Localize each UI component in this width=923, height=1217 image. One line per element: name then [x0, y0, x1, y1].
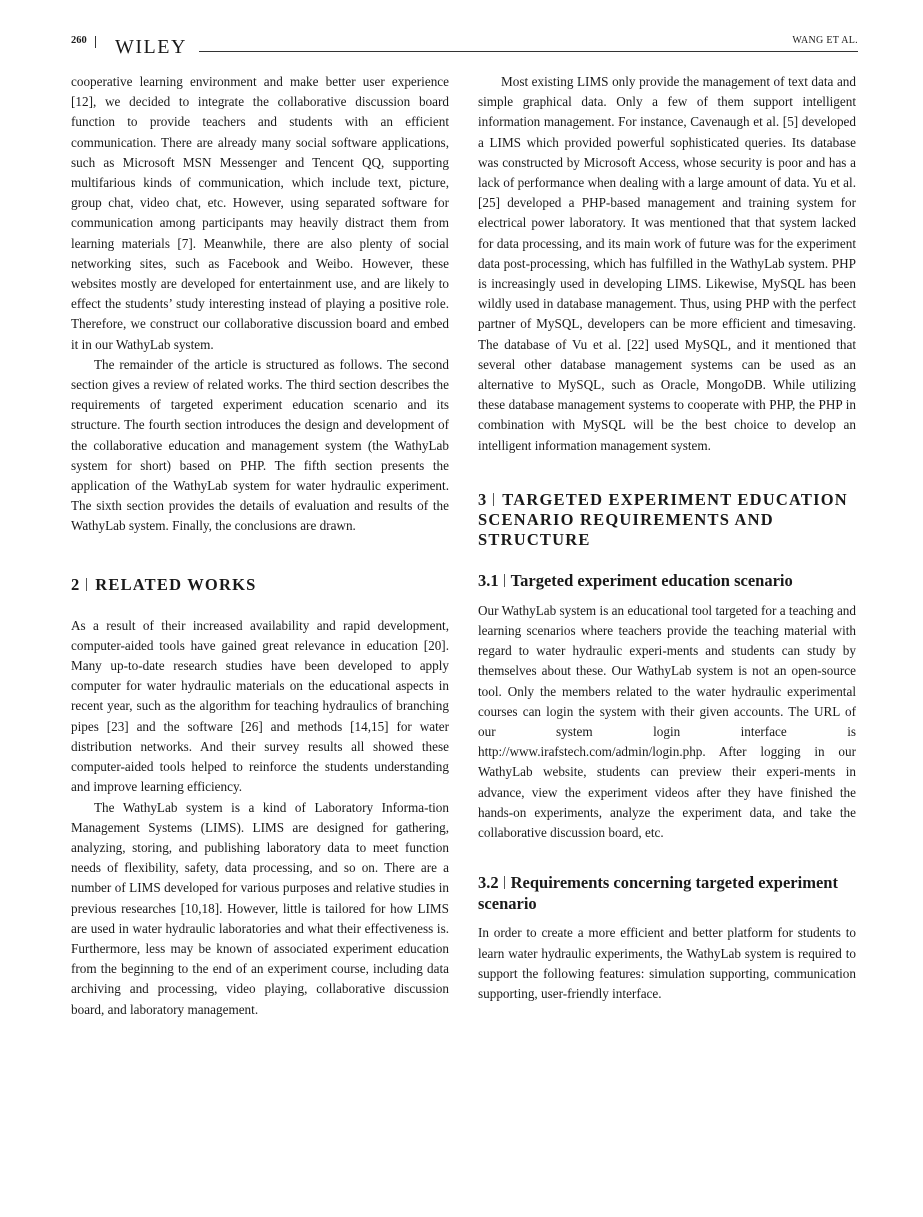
section-3-number: 3 [478, 489, 487, 509]
header-separator [95, 36, 96, 48]
section-2-heading [71, 575, 449, 595]
right-column [478, 72, 856, 1004]
heading-separator [86, 578, 87, 591]
running-head-authors: WANG ET AL. [792, 35, 858, 46]
publisher-logo: WILEY [115, 36, 187, 58]
page-header [71, 30, 858, 56]
section-3-2-number: 3.2 [478, 873, 499, 893]
paragraph-lims: Most existing LIMS only provide the management of text data and simple graphical data. Only a few of them support intelligent information management. For instance, Cavenaugh et al. [5] developed a LIMS which provided powerful sophisticated queries. Its database was constructed by Microsoft Access, whose security is poor and has a lack of performance when dealing with a large amount of data. Yu et al. [25] developed a PHP-based management and training system for electrical power laboratory. It was mentioned that that system lacked for data processing, and its main work of future was for the experiment data post-processing, which has fulfilled in the WathyLab system. PHP is increasingly used in developing LIMS. Likewise, MySQL has been wildly used in database management. Thus, using PHP with the perfect partner of MySQL, developers can be more efficient and timesaving. The database of Vu et al. [22] used MySQL, and it mentioned that several other database management systems can be used as an alternative to MySQL, such as Oracle, MongoDB. While utilizing these database management systems to cooperate with PHP, the PHP in combination with MySQL will be the best choice to develop an intelligent information management system. [478, 74, 856, 453]
paragraph-related-works-2: The WathyLab system is a kind of Laboratory Informa-tion Management Systems (LIMS). LIMS are designed for gathering, analyzing, storing, and publishing laboratory data to meet function needs of flexibility, safety, data processing, and so on. There are a number of LIMS developed for various purposes and relative studies in previous researches [10,18]. However, little is tailored for how LIMS are used in water hydraulic laboratories and what their effectiveness is. Furthermore, less may be known of associated experiment education from the beginning to the end of an experiment course, including data archiving and processing, video playing, collaborative discussion board, and laboratory management. [71, 799, 449, 1017]
heading-separator [504, 574, 505, 587]
section-3-2-title: Requirements concerning targeted experiment scenario [478, 873, 838, 914]
paragraph-article-structure: The remainder of the article is structured as follows. The second section gives a review of related works. The third section describes the requirements of targeted experiment education scenario and its structure. The fourth section introduces the design and development of the collaborative education and management system (the WathyLab system for short) based on PHP. The fifth section presents the application of the WathyLab system for water hydraulic experiment. The sixth section provides the details of evaluation and results of the WathyLab system. Finally, the conclusions are drawn. [71, 356, 449, 534]
heading-separator [504, 876, 505, 889]
section-3-1-number: 3.1 [478, 570, 499, 590]
section-3-2-heading [478, 872, 856, 914]
heading-separator [493, 493, 494, 506]
section-2-number: 2 [71, 574, 80, 594]
section-2-title: RELATED WORKS [95, 574, 257, 594]
header-rule [199, 51, 858, 52]
paragraph-intro-continued: cooperative learning environment and make better user experience [12], we decided to integrate the collaborative discussion board function to provide teachers and students with an efficient communication. There are already many social software applications, such as Microsoft MSN Messenger and Tencent QQ, supporting multifarious kinds of communication, which include text, picture, group chat, video chat, etc. However, using separated software for communication among participants may heavily distract them from learning materials [7]. Meanwhile, there are also plenty of social networking sites, such as Facebook and Weibo. However, these websites mostly are developed for entertainment use, and are likely to effect the students’ study interesting instead of playing a positive role. Therefore, we construct our collaborative discussion board and embed it in our WathyLab system. [71, 74, 449, 352]
paragraph-scenario: Our WathyLab system is an educational tool targeted for a teaching and learning scenarios where teachers provide the teaching material with regard to water hydraulic experi-ments and students can study by themselves about these. Our WathyLab system is not an open-source tool. Only the members related to the water hydraulic experimental courses can login the system with their given accounts. The URL of our system login interface is http://www.irafstech.com/admin/login.php. After logging in our WathyLab website, students can preview their experi-ments in advance, view the experiment videos after they have finished the hands-on experiments, analyze the experiment data, and take the collaborative discussion board, etc. [478, 602, 856, 841]
section-3-1-title: Targeted experiment education scenario [510, 570, 793, 590]
paragraph-related-works-1: As a result of their increased availability and rapid development, computer-aided tools have gained great relevance in education [20]. Many up-to-date research studies have been developed to apply computer for water hydraulic materials on the educational aspects in recent year, such as the algorithm for teaching hydraulics of branching pipes [23] and the software [26] and methods [14,15] for water distribution networks. And their survey results all showed these computer-aided tools helped to reinforce the students understanding and improve learning efficiency. [71, 617, 449, 795]
paragraph-requirements: In order to create a more efficient and better platform for students to learn water hydraulic experiments, the WathyLab system is required to support the following features: simulation supporting, communication supporting, user-friendly interface. [478, 925, 856, 1001]
section-3-title: TARGETED EXPERIMENT EDUCATION SCENARIO REQUIREMENTS AND STRUCTURE [478, 489, 848, 549]
section-3-1-heading [478, 570, 856, 591]
left-column [71, 72, 449, 1020]
section-3-heading [478, 490, 856, 550]
page-number: 260 [71, 35, 87, 46]
